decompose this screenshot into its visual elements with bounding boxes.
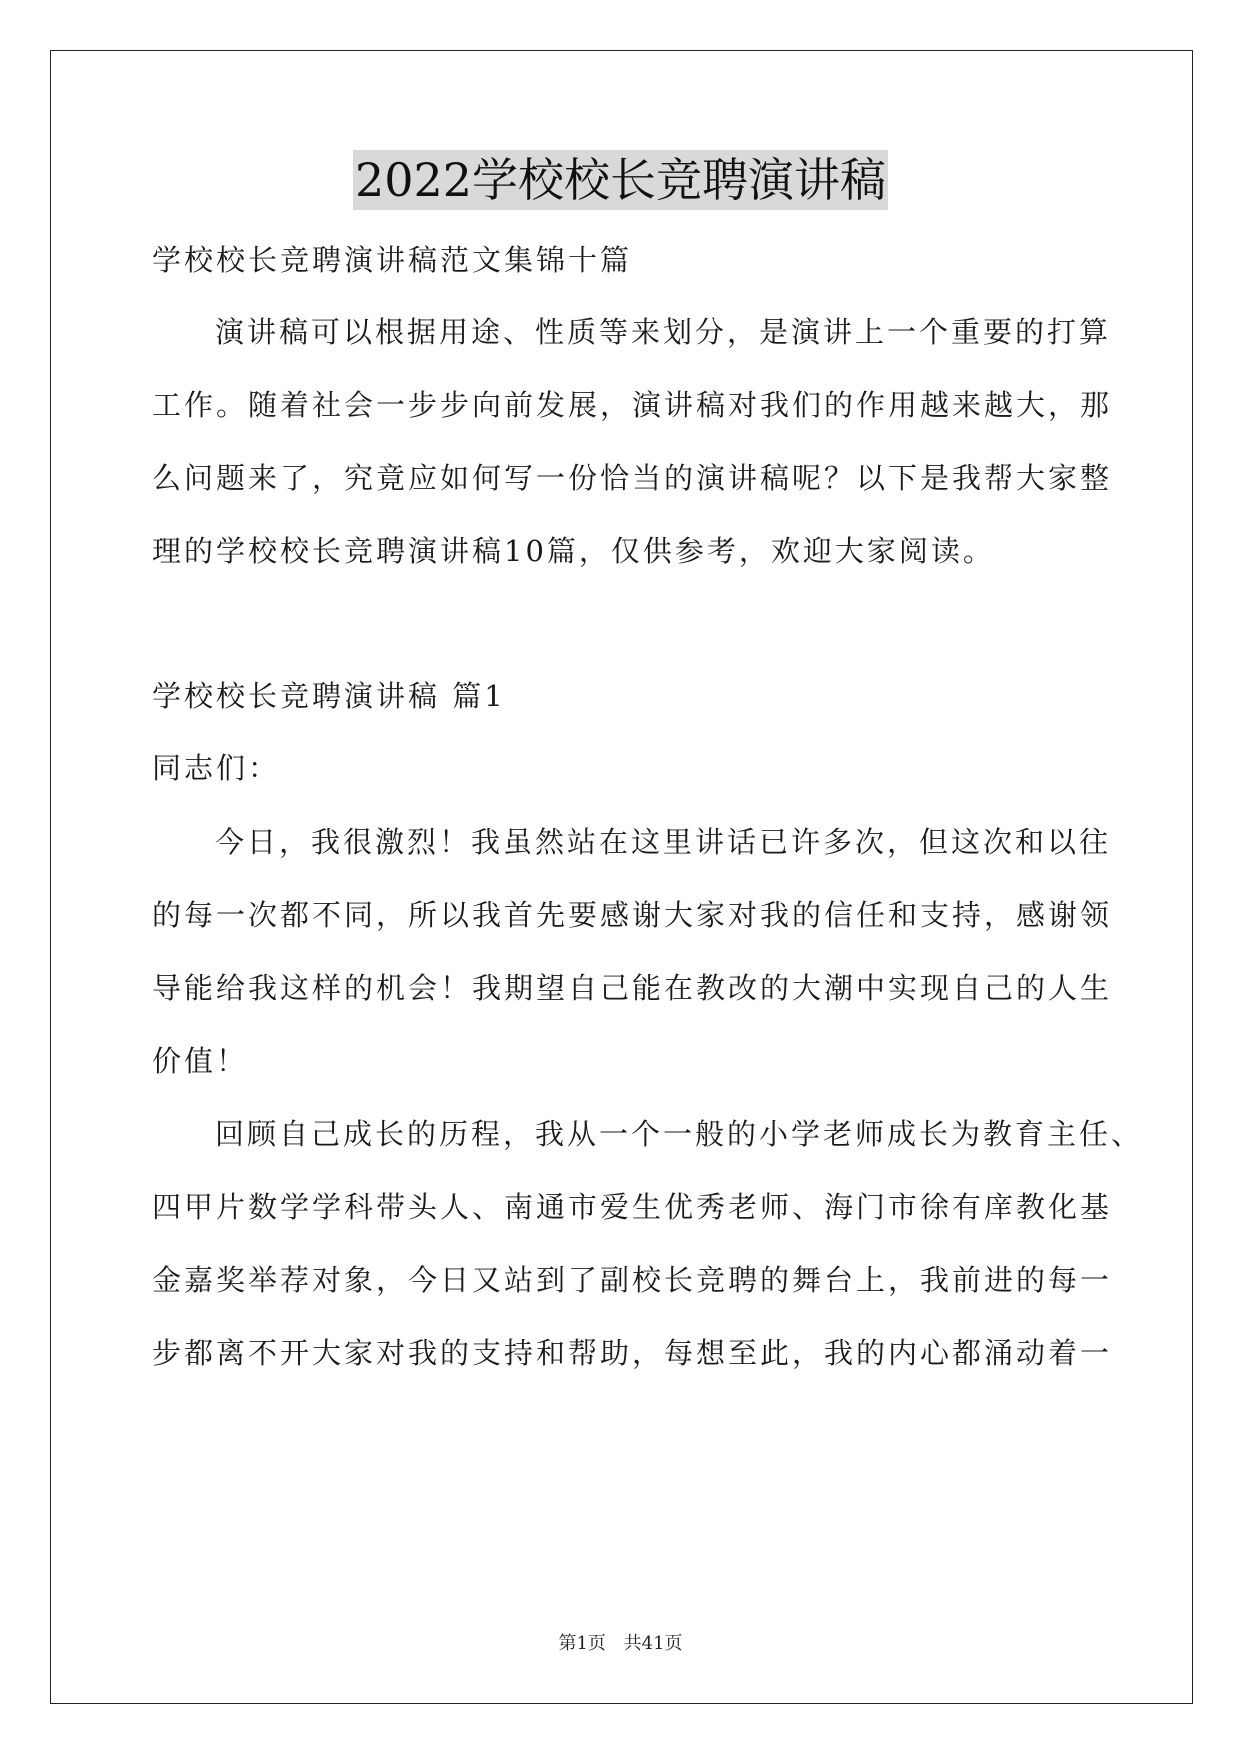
page-total: 共41页: [623, 1633, 683, 1654]
para2-line-1: 回顾自己成长的历程，我从一个一般的小学老师成长为教育主任、: [215, 1117, 1144, 1151]
title-container: [0, 150, 1241, 210]
intro-line-1: 演讲稿可以根据用途、性质等来划分，是演讲上一个重要的打算: [215, 315, 1112, 349]
intro-line-4: 理的学校校长竞聘演讲稿10篇，仅供参考，欢迎大家阅读。: [152, 534, 995, 568]
para2-line-4: 步都离不开大家对我的支持和帮助，每想至此，我的内心都涌动着一: [152, 1336, 1113, 1370]
para1-line-3: 导能给我这样的机会！我期望自己能在教改的大潮中实现自己的人生: [152, 971, 1113, 1005]
para2-line-3: 金嘉奖举荐对象，今日又站到了副校长竞聘的舞台上，我前进的每一: [152, 1263, 1113, 1297]
intro-line-3: 么问题来了，究竟应如何写一份恰当的演讲稿呢？以下是我帮大家整: [152, 461, 1113, 495]
page-border: [50, 50, 1193, 1704]
para1-line-4: 价值！: [152, 1044, 249, 1078]
page-footer: [0, 1632, 1241, 1656]
section-heading: 学校校长竞聘演讲稿 篇1: [152, 679, 506, 713]
salutation: 同志们：: [152, 751, 281, 785]
document-subtitle: 学校校长竞聘演讲稿范文集锦十篇: [152, 243, 633, 277]
para1-line-2: 的每一次都不同，所以我首先要感谢大家对我的信任和支持，感谢领: [152, 898, 1113, 932]
intro-line-2: 工作。随着社会一步步向前发展，演讲稿对我们的作用越来越大，那: [152, 388, 1113, 422]
para2-line-2: 四甲片数学学科带头人、南通市爱生优秀老师、海门市徐有庠教化基: [152, 1190, 1113, 1224]
para1-line-1: 今日，我很激烈！我虽然站在这里讲话已许多次，但这次和以往: [215, 825, 1112, 859]
document-title: 2022学校校长竞聘演讲稿: [353, 150, 888, 210]
page-number: 第1页: [558, 1633, 606, 1654]
